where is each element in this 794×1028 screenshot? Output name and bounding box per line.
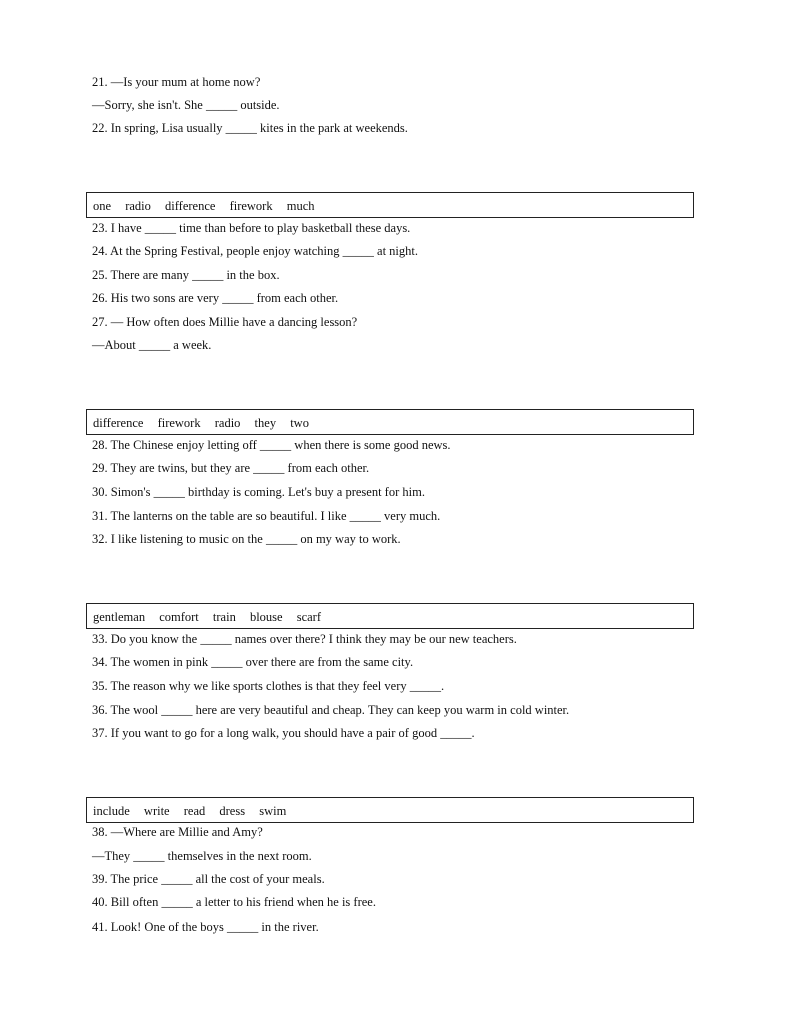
word-box-1-word: much [286, 199, 315, 213]
question-32: 32. I like listening to music on the _____ on my way to work. [92, 532, 401, 546]
question-34: 34. The women in pink _____ over there are from the same city. [92, 655, 414, 669]
question-22: 22. In spring, Lisa usually _____ kites in the park at weekends. [92, 121, 408, 135]
question-31: 31. The lanterns on the table are so beautiful. I like _____ very much. [92, 509, 441, 523]
word-box-4-word: read [183, 804, 206, 818]
question-39: 39. The price _____ all the cost of your meals. [92, 872, 325, 886]
word-box-3 [86, 603, 694, 629]
question-41: 41. Look! One of the boys _____ in the river. [92, 920, 319, 934]
word-box-3-word: comfort [159, 610, 199, 624]
word-box-3-word: train [212, 610, 236, 624]
word-box-4-word: include [93, 804, 130, 818]
word-box-2-word: difference [93, 416, 144, 430]
question-27-prompt: 27. — How often does Millie have a dancing lesson? [92, 315, 358, 329]
question-24: 24. At the Spring Festival, people enjoy watching _____ at night. [92, 244, 419, 258]
word-box-3-word: gentleman [93, 610, 146, 624]
word-box-1-word: firework [229, 199, 273, 213]
question-28: 28. The Chinese enjoy letting off _____ when there is some good news. [92, 438, 451, 452]
question-36: 36. The wool _____ here are very beautiful and cheap. They can keep you warm in cold winter. [92, 703, 570, 717]
question-21-prompt: 21. —Is your mum at home now? [92, 75, 261, 89]
question-37: 37. If you want to go for a long walk, you should have a pair of good _____. [92, 726, 475, 740]
question-27-answer: —About _____ a week. [92, 338, 212, 352]
word-box-1-word: radio [125, 199, 151, 213]
word-box-4-word: write [143, 804, 170, 818]
word-box-1 [86, 192, 694, 218]
word-box-2 [86, 409, 694, 435]
question-35: 35. The reason why we like sports clothes is that they feel very _____. [92, 679, 445, 693]
question-29: 29. They are twins, but they are _____ from each other. [92, 461, 370, 475]
word-box-4-word: dress [219, 804, 246, 818]
question-30: 30. Simon's _____ birthday is coming. Let's buy a present for him. [92, 485, 425, 499]
word-box-2-word: firework [157, 416, 201, 430]
word-box-4-word: swim [259, 804, 287, 818]
word-box-3-word: blouse [249, 610, 283, 624]
word-box-2-word: they [254, 416, 277, 430]
word-box-2-word: radio [214, 416, 241, 430]
question-21-answer: —Sorry, she isn't. She _____ outside. [92, 98, 280, 112]
question-25: 25. There are many _____ in the box. [92, 268, 280, 282]
question-33: 33. Do you know the _____ names over there? I think they may be our new teachers. [92, 632, 517, 646]
word-box-1-word: one [93, 199, 112, 213]
question-23: 23. I have _____ time than before to play basketball these days. [92, 221, 411, 235]
question-40: 40. Bill often _____ a letter to his friend when he is free. [92, 895, 376, 909]
question-38-answer: —They _____ themselves in the next room. [92, 849, 312, 863]
question-26: 26. His two sons are very _____ from each other. [92, 291, 339, 305]
word-box-1-word: difference [165, 199, 216, 213]
word-box-4 [86, 797, 694, 823]
word-box-2-word: two [290, 416, 309, 430]
word-box-3-word: scarf [296, 610, 322, 624]
question-38-prompt: 38. —Where are Millie and Amy? [92, 825, 263, 839]
